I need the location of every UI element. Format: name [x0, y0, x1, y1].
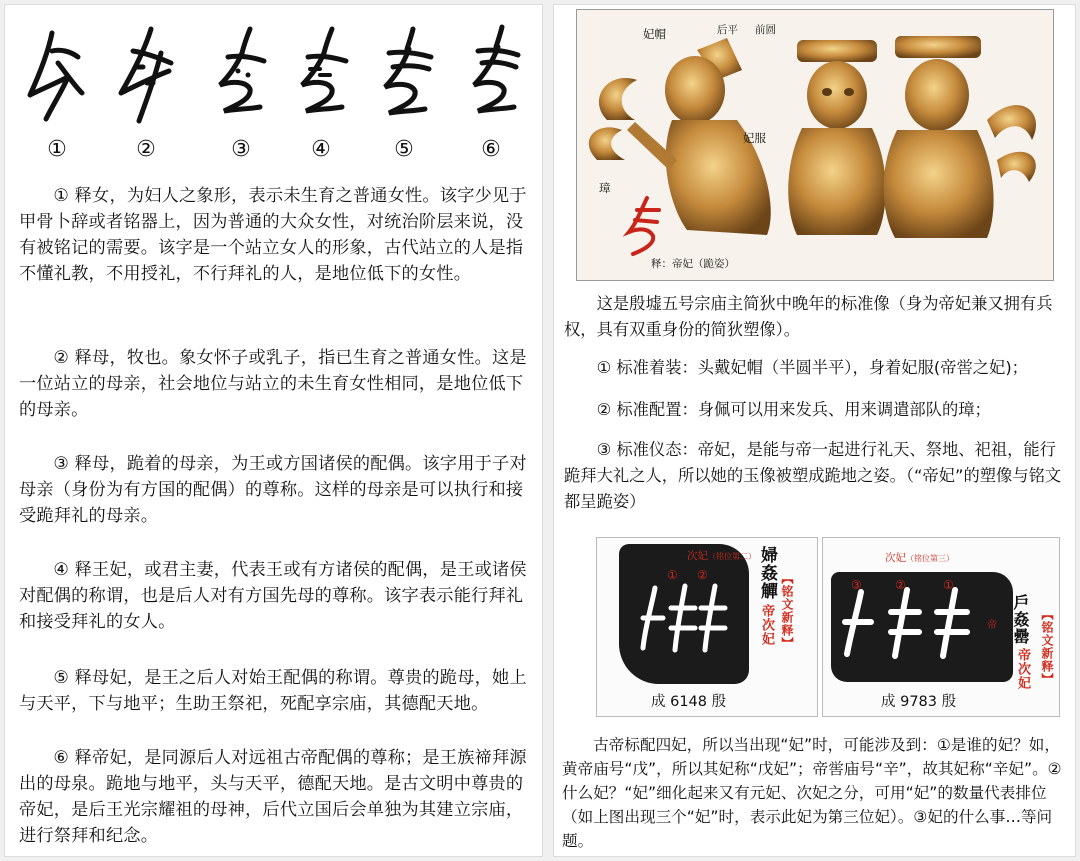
circle-mark-1b: ①	[943, 578, 954, 592]
rubbing1-title: 婦姦觶	[757, 546, 777, 600]
mu-glyph-icon	[111, 23, 181, 128]
glyph-number: ②	[136, 137, 156, 162]
rubbing1-top-label: 次妃（铭位第二）	[687, 550, 756, 562]
label-front-round: 前圆	[755, 24, 776, 36]
rubbing1-meaning: 帝次妃	[759, 604, 774, 646]
rubbing1-caption: 成 6148 殷	[651, 694, 727, 710]
paragraph-6: ⑥ 释帝妃，是同源后人对远祖古帝配偶的尊称；是王族禘拜源出的母泉。跪地与地平，头与天平，德配天地。是古文明中尊贵的帝妃，是后王光宗耀祖的母神，后代立国后会单独为其建立宗庙，进行祭拜和纪念。	[19, 748, 527, 846]
glyph-number: ⑥	[481, 137, 501, 162]
rubbing2-meaning: 帝次妃	[1015, 648, 1030, 690]
rubbing2-title: 戶姦罍	[1011, 594, 1030, 645]
paragraph-5: ⑤ 释母妃，是王之后人对始王配偶的称谓。尊贵的跪母，她上与天平，下与地平；生助王祭祀，死配享宗庙，其德配天地。	[19, 668, 527, 714]
label-robe: 妃服	[743, 131, 766, 145]
oracle-glyph-row	[13, 23, 534, 173]
red-seal-glyph	[629, 198, 659, 254]
oracle-glyph-6	[451, 23, 531, 173]
standard-attire: ① 标准着装：头戴妃帽（半圆半平），身着妃服(帝喾之妃)；	[596, 358, 1028, 377]
jade-figurine-image	[577, 10, 1053, 280]
circle-mark-3: ③	[851, 578, 862, 592]
right-page	[553, 4, 1076, 857]
glyph-number: ⑤	[394, 137, 414, 162]
oracle-glyph-2	[106, 23, 186, 173]
nv-glyph-icon	[22, 23, 92, 128]
circle-mark-2: ②	[697, 568, 708, 582]
consort-glyph-icon	[286, 23, 356, 128]
rubbing2-top-label: 次妃（铭位第三）	[885, 552, 954, 564]
circle-mark-1: ①	[667, 568, 678, 582]
mother-consort-glyph-icon	[369, 23, 439, 128]
label-caption: 释：帝妃（跪姿）	[651, 258, 735, 270]
circle-mark-2b: ②	[895, 578, 906, 592]
closing-paragraph: 古帝标配四妃，所以当出现“妃”时，可能涉及到：①是谁的妃？如，黄帝庙号“戊”，所以其妃称“戊妃”；帝喾庙号“辛”，故其妃称“辛妃”。②什么妃？“妃”细化起来又有元妃、次妃之分，可用“妃”的数量代表排位（如上图出现三个“妃”时，表示此妃为第三位妃）。③妃的什么事…等问题。	[562, 736, 1062, 850]
intro-paragraph: 这是殷墟五号宗庙主简狄中晚年的标准像（身为帝妃兼又拥有兵权，具有双重身份的简狄塑像）。	[564, 294, 1053, 339]
emperor-consort-glyph-icon	[456, 23, 526, 128]
rubbing2-caption: 成 9783 殷	[881, 694, 957, 710]
figurine-front-view	[788, 40, 886, 235]
paragraph-4: ④ 释王妃，或君主妻，代表王或有方诸侯的配偶，是王或诸侯对配偶的称谓，也是后人对有方国先母的尊称。该字表示能行拜礼和接受拜礼的女人。	[19, 560, 527, 632]
label-zhang: 璋	[599, 181, 611, 195]
oracle-glyph-1	[17, 23, 97, 173]
rubbing2-side-mark: 帝	[987, 620, 997, 631]
glyph-number: ④	[311, 137, 331, 162]
rubbing1-tag: 【铭文新释】	[780, 572, 794, 650]
glyph-number: ③	[231, 137, 251, 162]
oracle-glyph-3	[201, 23, 281, 173]
paragraph-2: ② 释母，牧也。象女怀子或乳子，指已生育之普通女性。这是一位站立的母亲，社会地位与站立的未生育女性相同，是地位低下的母亲。	[19, 348, 527, 420]
oracle-glyph-5	[364, 23, 444, 173]
inscription-glyphs-icon	[837, 582, 987, 672]
kneeling-mother-glyph-icon	[206, 23, 276, 128]
paragraph-3: ③ 释母，跪着的母亲，为王或方国诸侯的配偶。该字用于子对母亲（身份为有方国的配偶）的尊称。这样的母亲是可以执行和接受跪拜礼的母亲。	[19, 454, 527, 526]
left-page	[4, 4, 543, 857]
label-hat: 妃帽	[643, 27, 666, 41]
oracle-glyph-4	[281, 23, 361, 173]
jade-figurine-photo	[576, 9, 1054, 281]
paragraph-1: ① 释女，为妇人之象形，表示未生育之普通女性。该字少见于甲骨卜辞或者铭器上，因为普通的大众女性，对统治阶层来说，没有被铭记的需要。该字是一个站立女人的形象，古代站立的人是指不懂礼教，不用授礼，不行拜礼的人，是地位低下的女性。	[19, 186, 527, 284]
rubbing2-tag: 【铭文新释】	[1040, 608, 1054, 686]
figurine-angle-view	[884, 36, 1036, 238]
glyph-number: ①	[47, 137, 67, 162]
inscription-rubbing-1	[596, 537, 818, 717]
standard-posture: ③ 标准仪态：帝妃，是能与帝一起进行礼天、祭地、祀祖，能行跪拜大礼之人，所以她的玉像被塑成跪地之姿。（“帝妃”的塑像与铭文都呈跪姿）	[564, 440, 1062, 511]
standard-equipment: ② 标准配置：身佩可以用来发兵、用来调遣部队的璋；	[596, 400, 991, 419]
inscription-rubbing-2	[822, 537, 1060, 717]
label-back-flat: 后平	[717, 24, 738, 36]
inscription-glyphs-icon	[635, 578, 735, 668]
